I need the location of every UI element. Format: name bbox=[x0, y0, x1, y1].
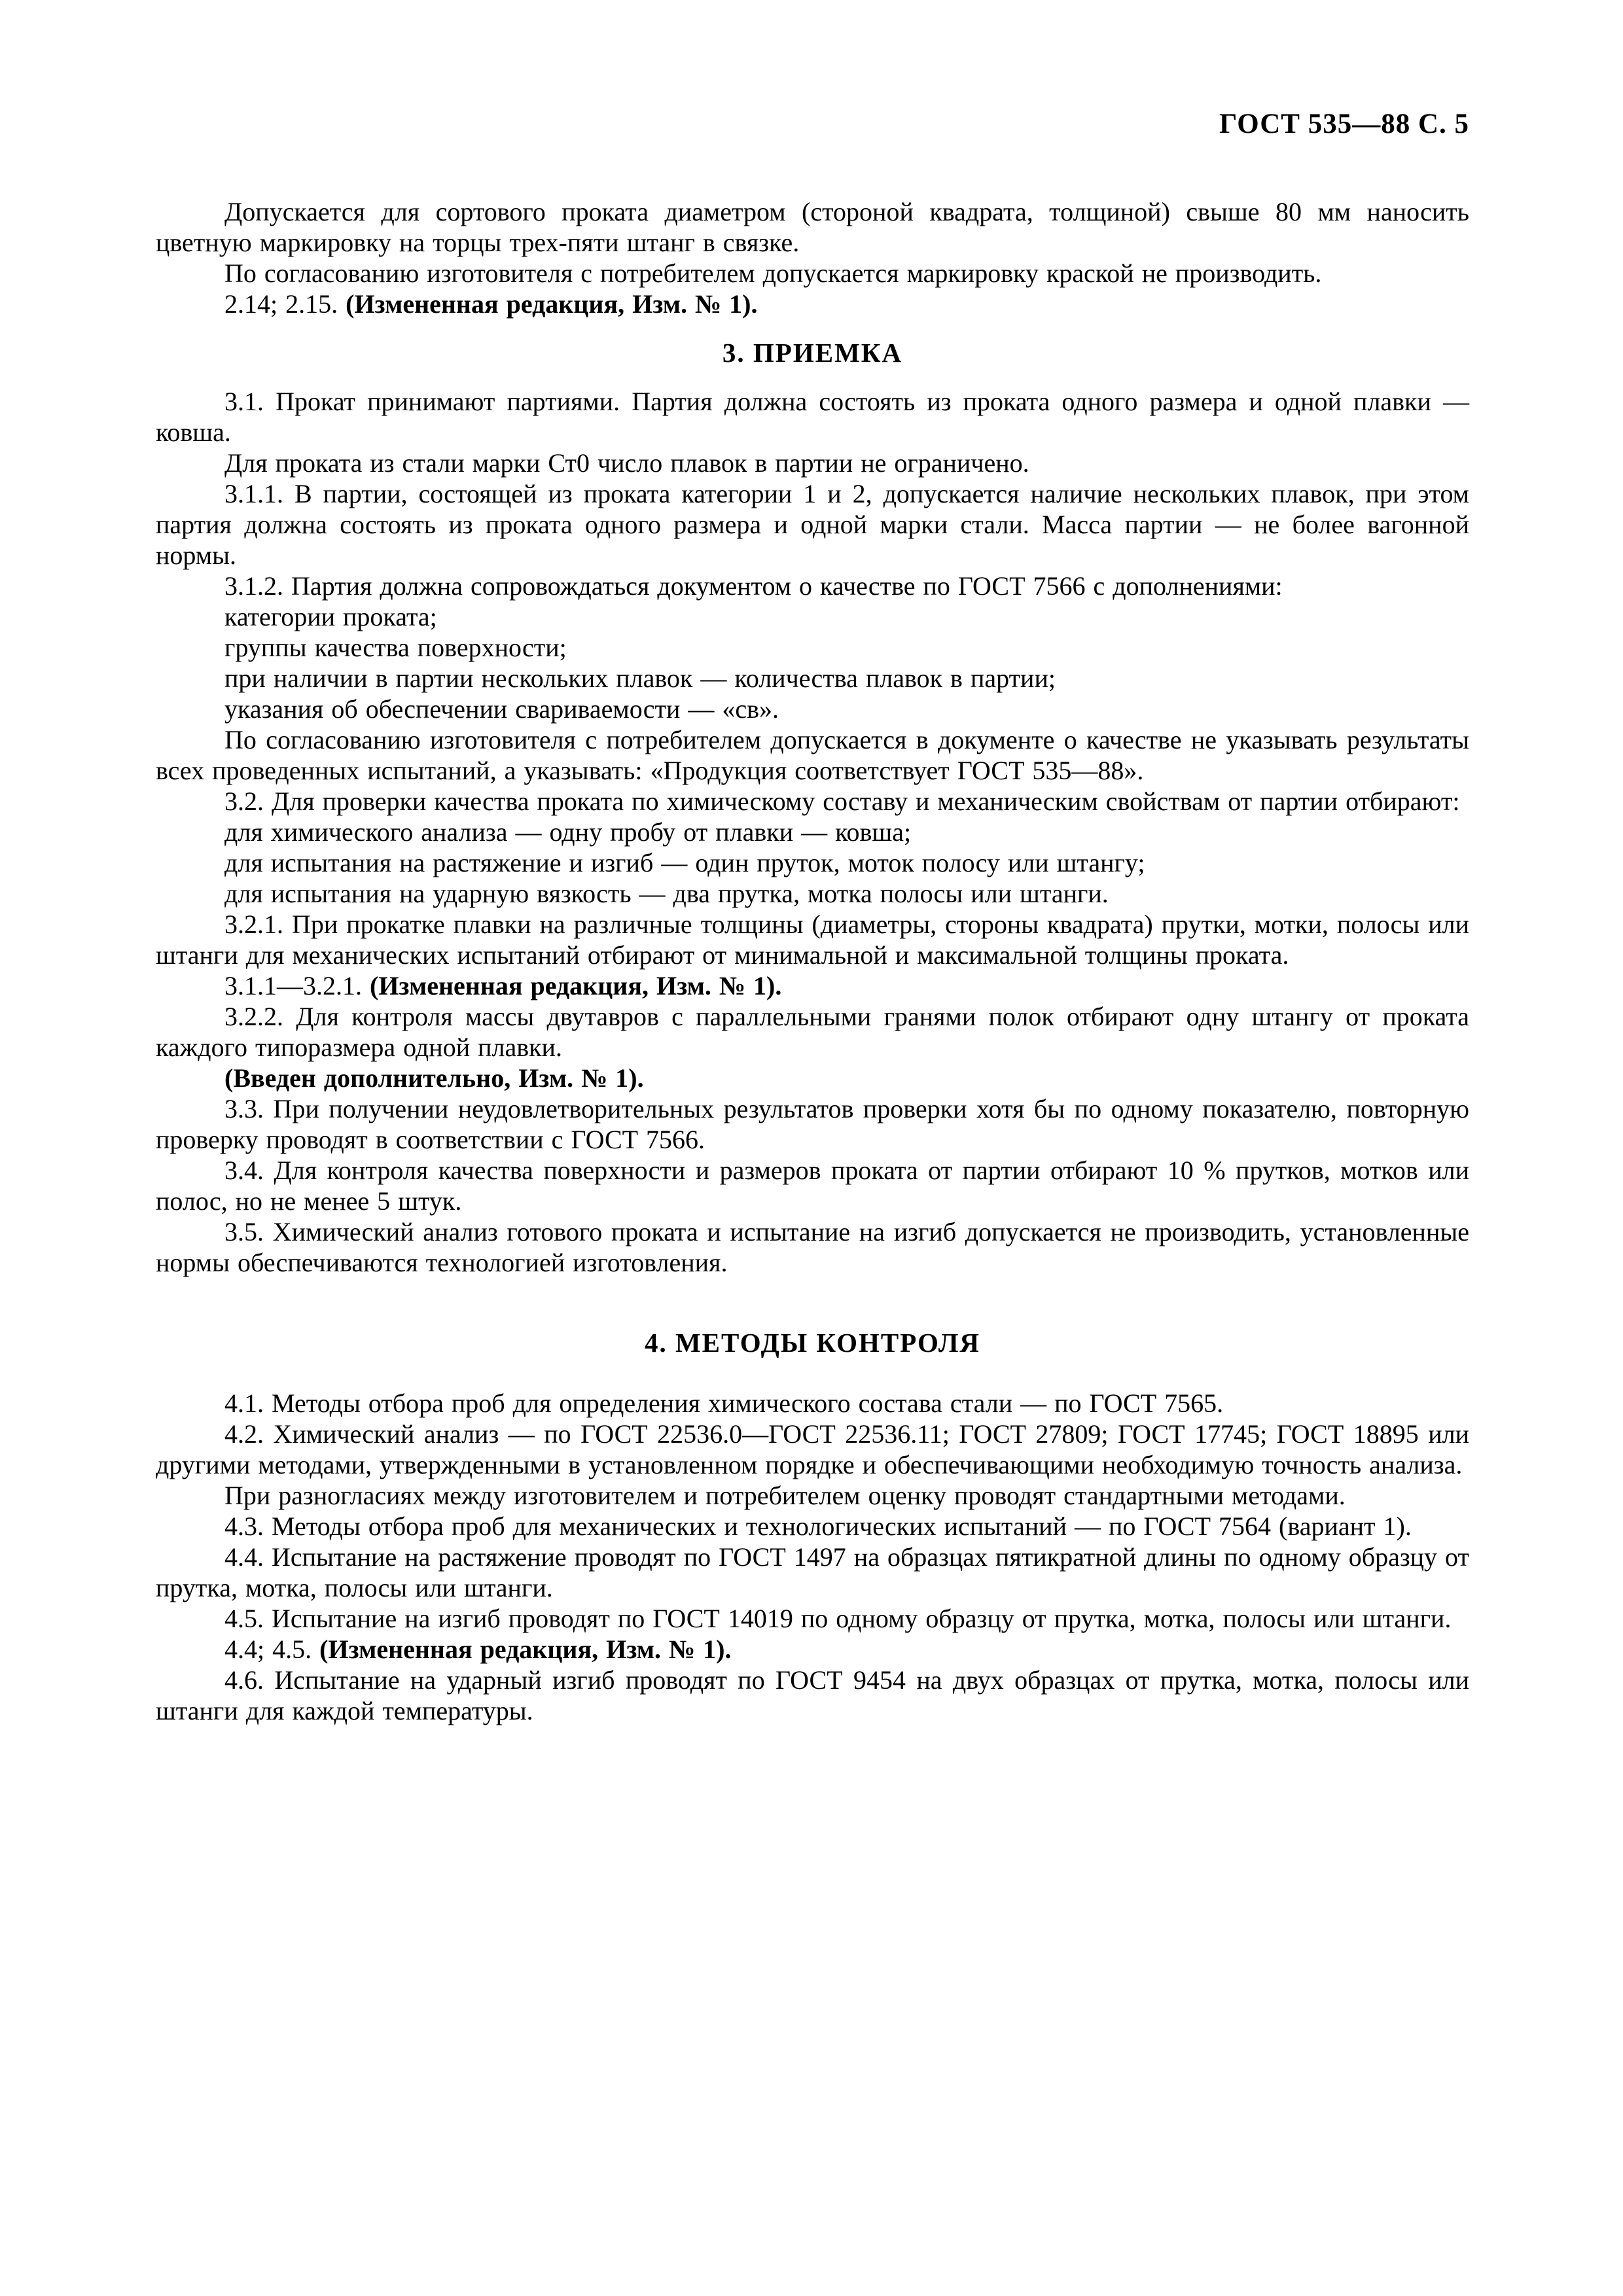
paragraph-amendment: (Введен дополнительно, Изм. № 1). bbox=[224, 1063, 644, 1093]
paragraph: 3.2.2. Для контроля массы двутавров с параллельными гранями полок отбирают одну штангу от проката каждого типоразмера одной плавки. bbox=[156, 1002, 1469, 1062]
paragraph: 3.4. Для контроля качества поверхности и размеров проката от партии отбирают 10 % прутков, мотков или полос, но не менее 5 штук. bbox=[156, 1156, 1469, 1216]
list-item: для испытания на ударную вязкость — два прутка, мотка полосы или штанги. bbox=[224, 879, 1109, 908]
paragraph: 4.5. Испытание на изгиб проводят по ГОСТ 14019 по одному образцу от прутка, мотка, полосы или штанги. bbox=[224, 1604, 1452, 1633]
paragraph: 3.1. Прокат принимают партиями. Партия должна состоять из проката одного размера и одной плавки — ковша. bbox=[156, 387, 1469, 447]
list-item: группы качества поверхности; bbox=[224, 633, 567, 662]
paragraph-amendment bbox=[156, 1634, 1469, 1665]
paragraph-text: 3.1.1—3.2.1. bbox=[224, 971, 370, 1000]
paragraph: 3.5. Химический анализ готового проката и испытание на изгиб допускается не производить, установленные нормы обеспечиваются технологией изготовления. bbox=[156, 1217, 1469, 1277]
section-heading-priemka: 3. ПРИЕМКА bbox=[722, 338, 903, 368]
paragraph: 4.4. Испытание на растяжение проводят по ГОСТ 1497 на образцах пятикратной длины по одному образцу от прутка, мотка, полосы или штанги. bbox=[156, 1542, 1469, 1602]
list-item: указания об обеспечении свариваемости — «св». bbox=[224, 694, 779, 724]
amendment-note: (Измененная редакция, Изм. № 1). bbox=[370, 971, 782, 1000]
paragraph-text: 4.4; 4.5. bbox=[224, 1634, 320, 1664]
page-header-doc-ref: ГОСТ 535—88 С. 5 bbox=[1219, 109, 1469, 139]
paragraph: 3.1.1. В партии, состоящей из проката категории 1 и 2, допускается наличие нескольких плавок, при этом партия должна состоять из проката одного размера и одной марки стали. Масса партии — не более вагонной нормы. bbox=[156, 479, 1469, 570]
paragraph: Для проката из стали марки Ст0 число плавок в партии не ограничено. bbox=[224, 448, 1029, 478]
amendment-note: (Измененная редакция, Изм. № 1). bbox=[319, 1634, 732, 1664]
section-heading-metody-kontrolya: 4. МЕТОДЫ КОНТРОЛЯ bbox=[644, 1328, 981, 1358]
paragraph: 3.2.1. При прокатке плавки на различные толщины (диаметры, стороны квадрата) прутки, мотки, полосы или штанги для механических испытаний отбирают от минимальной и максимальной толщины проката. bbox=[156, 910, 1469, 970]
paragraph: При разногласиях между изготовителем и потребителем оценку проводят стандартными методами. bbox=[224, 1481, 1346, 1510]
paragraph: 3.3. При получении неудовлетворительных результатов проверки хотя бы по одному показателю, повторную проверку проводят в соответствии с ГОСТ 7566. bbox=[156, 1094, 1469, 1154]
list-item: для химического анализа — одну пробу от плавки — ковша; bbox=[224, 817, 912, 847]
paragraph: 3.1.2. Партия должна сопровождаться документом о качестве по ГОСТ 7566 с дополнениями: bbox=[224, 571, 1283, 601]
paragraph: 4.3. Методы отбора проб для механических и технологических испытаний — по ГОСТ 7564 (вариант 1). bbox=[224, 1511, 1412, 1541]
paragraph-amendment bbox=[156, 289, 1469, 319]
list-item: категории проката; bbox=[224, 602, 437, 631]
paragraph: 3.2. Для проверки качества проката по химическому составу и механическим свойствам от партии отбирают: bbox=[224, 786, 1460, 816]
paragraph: 4.1. Методы отбора проб для определения химического состава стали — по ГОСТ 7565. bbox=[224, 1388, 1224, 1418]
paragraph: 4.6. Испытание на ударный изгиб проводят по ГОСТ 9454 на двух образцах от прутка, мотка, полосы или штанги для каждой температуры. bbox=[156, 1665, 1469, 1725]
paragraph: По согласованию изготовителя с потребителем допускается маркировку краской не производить. bbox=[224, 258, 1322, 288]
list-item: при наличии в партии нескольких плавок — количества плавок в партии; bbox=[224, 663, 1056, 693]
amendment-note: (Измененная редакция, Изм. № 1). bbox=[346, 289, 758, 319]
paragraph: Допускается для сортового проката диаметром (стороной квадрата, толщиной) свыше 80 мм наносить цветную маркировку на торцы трех-пяти штанг в связке. bbox=[156, 197, 1469, 257]
paragraph: По согласованию изготовителя с потребителем допускается в документе о качестве не указывать результаты всех проведенных испытаний, а указывать: «Продукция соответствует ГОСТ 535—88». bbox=[156, 725, 1469, 785]
paragraph-amendment bbox=[156, 970, 1469, 1001]
document-body bbox=[156, 196, 1469, 1726]
paragraph-text: 2.14; 2.15. bbox=[224, 289, 346, 319]
list-item: для испытания на растяжение и изгиб — один пруток, моток полосу или штангу; bbox=[224, 848, 1145, 877]
paragraph: 4.2. Химический анализ — по ГОСТ 22536.0—ГОСТ 22536.11; ГОСТ 27809; ГОСТ 17745; ГОСТ 18895 или другими методами, утвержденными в установленном порядке и обеспечивающими необходимую точность анализа. bbox=[156, 1419, 1469, 1479]
